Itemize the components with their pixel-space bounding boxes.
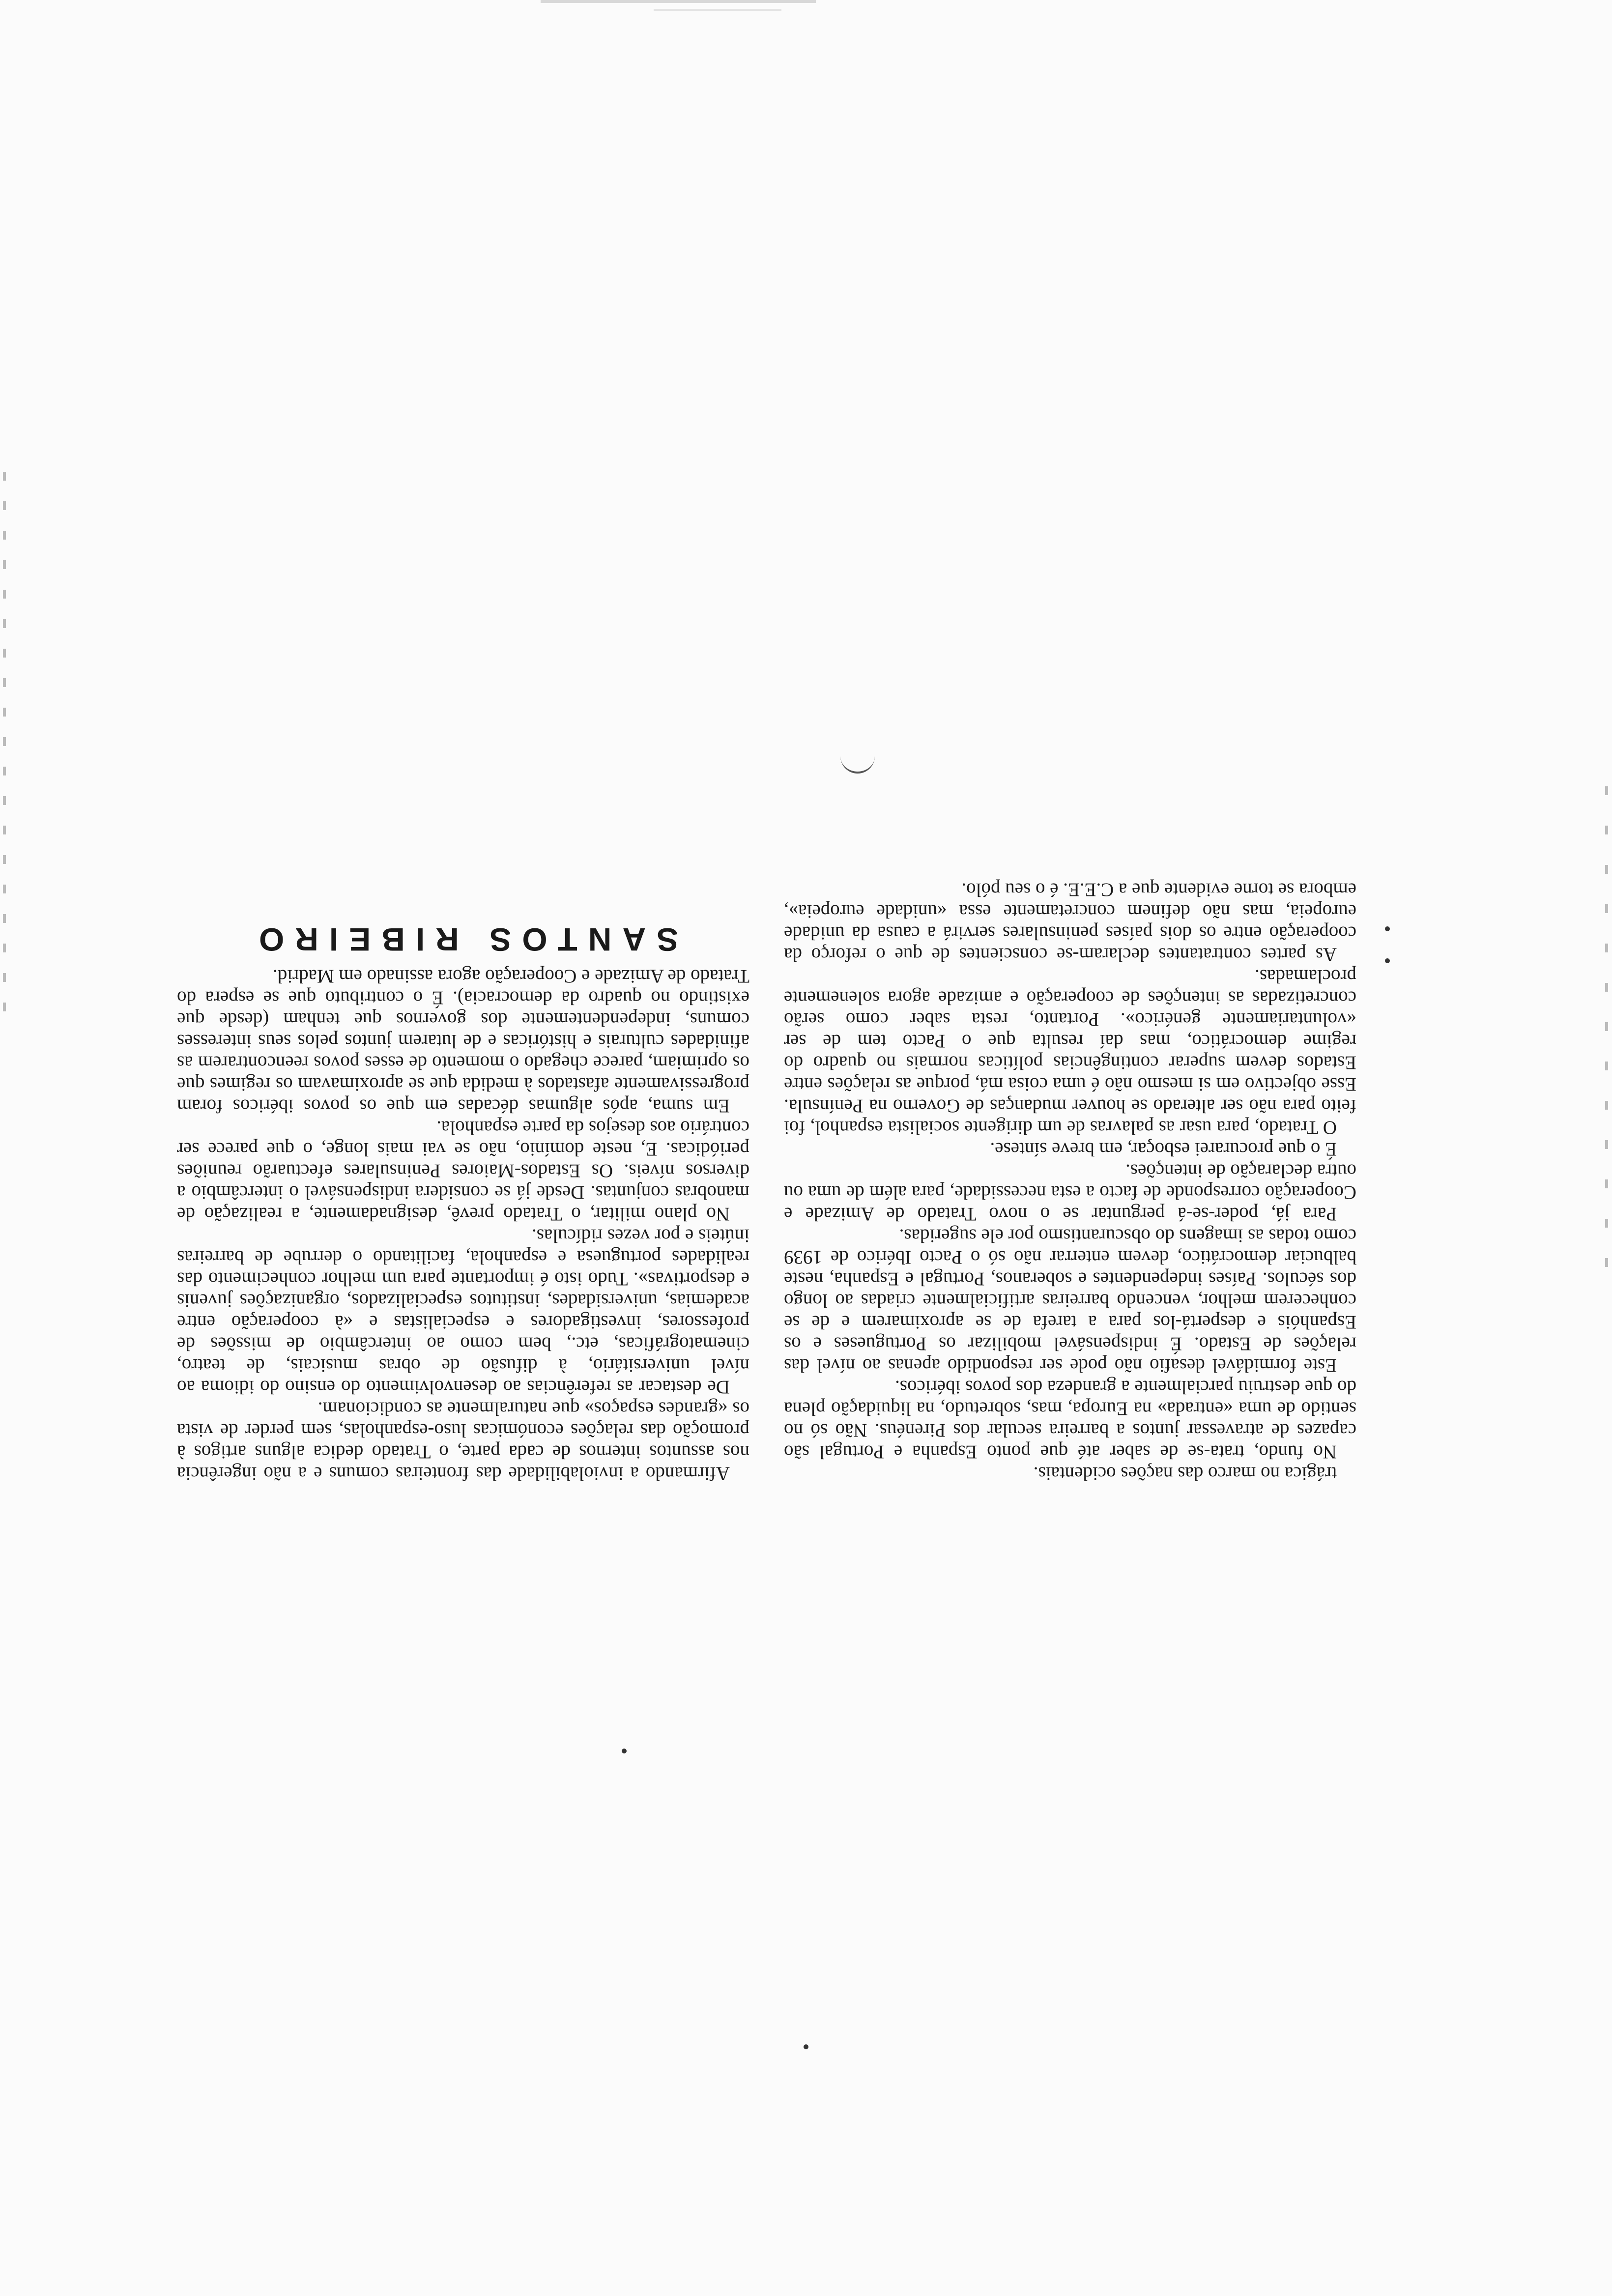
scan-dot [1385,958,1390,963]
author-byline: SANTOS RIBEIRO [248,921,679,958]
scan-edge-left [3,472,6,1012]
paragraph: É o que procurarei esboçar, em breve síntese. [990,1139,1337,1160]
scan-dot [804,2044,808,2049]
scan-dot [622,1749,627,1753]
paragraph: trágica no marco das nações ocidentais. [1033,1463,1337,1484]
paragraph: Afirmando a inviolabilidade das fronteiras comuns e a não ingerência nos assuntos internos de cada parte, o Tratado dedica alguns artigos à promoção das relações económicas luso-espanholas, sem perder de vista os «grandes espaços» que naturalmente as condicionam. [177,1398,749,1484]
paragraph: Este formidável desafio não pode ser respondido apenas ao nível das relações de Estado. É indispensável mobilizar os Portugueses e os Espanhóis e despertá-los para a tarefa de se aproximarem e de se conhecerem melhor, vencendo barreiras artificialmente criadas ao longo dos séculos. Países independentes e soberanos, Portugal e Espanha, neste balbuciar democrático, devem enterrar não só o Pacto Ibérico de 1939 como todas as imagens do obscurantismo por ele sugeridas. [784,1225,1356,1376]
paragraph: O Tratado, para usar as palavras de um dirigente socialista espanhol, foi feito para não ser alterado se houver mudanças de Governo na Península. Esse objectivo em si mesmo não é uma coisa má, porque as relações entre Estados devem superar contingências políticas normais no quadro do regime democrático, mas daí resulta que o Pacto tem de ser «voluntariamente genérico». Portanto, resta saber como serão concretizadas as intenções de cooperação e amizade agora solenemente proclamadas. [784,966,1356,1138]
newspaper-clipping [177,703,1356,1484]
paragraph: As partes contratantes declaram-se conscientes de que o reforço da cooperação entre os dois países peninsulares servirá a causa da unidade europeia, mas não definem concretamente essa «unidade europeia», embora se torne evidente que a C.E.E. é o seu pólo. [784,879,1356,965]
paragraph: Em suma, após algumas décadas em que os povos ibéricos foram progressivamente afastados à medida que se aproximavam os regimes que os oprimiam, parece chegado o momento de esses povos reencontrarem as afinidades culturais e históricas e de lutarem juntos pelos seus interesses comuns, independentemente dos governos que tenham (desde que existindo no quadro da democracia). É o contributo que se espera do Tratado de Amizade e Cooperação agora assinado em Madrid. [177,966,749,1117]
scan-artifact-top [541,0,816,3]
paragraph: Para já, poder-se-á perguntar se o novo Tratado de Amizade e Cooperação corresponde de facto a esta necessidade, para além de uma ou outra declaração de intenções. [784,1160,1356,1225]
scan-edge-right [1605,786,1608,1278]
article-column-right [177,703,749,1484]
scan-artifact-top-2 [654,9,781,11]
article-column-left [784,703,1356,1484]
paragraph: No plano militar, o Tratado prevê, designadamente, a realização de manobras conjuntas. Desde já se considera indispensável o intercâmbio a diversos níveis. Os Estados-Maiores Peninsulares efectuarão reuniões periódicas. E, neste domínio, não se vai mais longe, o que parece ser contrário aos desejos da parte espanhola. [177,1117,749,1225]
scan-dot [1385,926,1390,931]
paragraph: De destacar as referências ao desenvolvimento do ensino do idioma ao nível universitário, à difusão de obras musicais, de teatro, cinematográficas, etc., bem como ao intercâmbio de missões de professores, investigadores e especialistas e «à cooperação entre academias, universidades, institutos especializados, organizações juvenis e desportivas». Tudo isto é importante para um melhor conhecimento das realidades portuguesa e espanhola, facilitando o derrube de barreiras inúteis e por vezes ridículas. [177,1225,749,1398]
paragraph: No fundo, trata-se de saber até que ponto Espanha e Portugal são capazes de atravessar juntos a barreira secular dos Pirenéus. Não só no sentido de uma «entrada» na Europa, mas, sobretudo, na liquidação plena do que destruiu parcialmente a grandeza dos povos ibéricos. [784,1377,1356,1463]
